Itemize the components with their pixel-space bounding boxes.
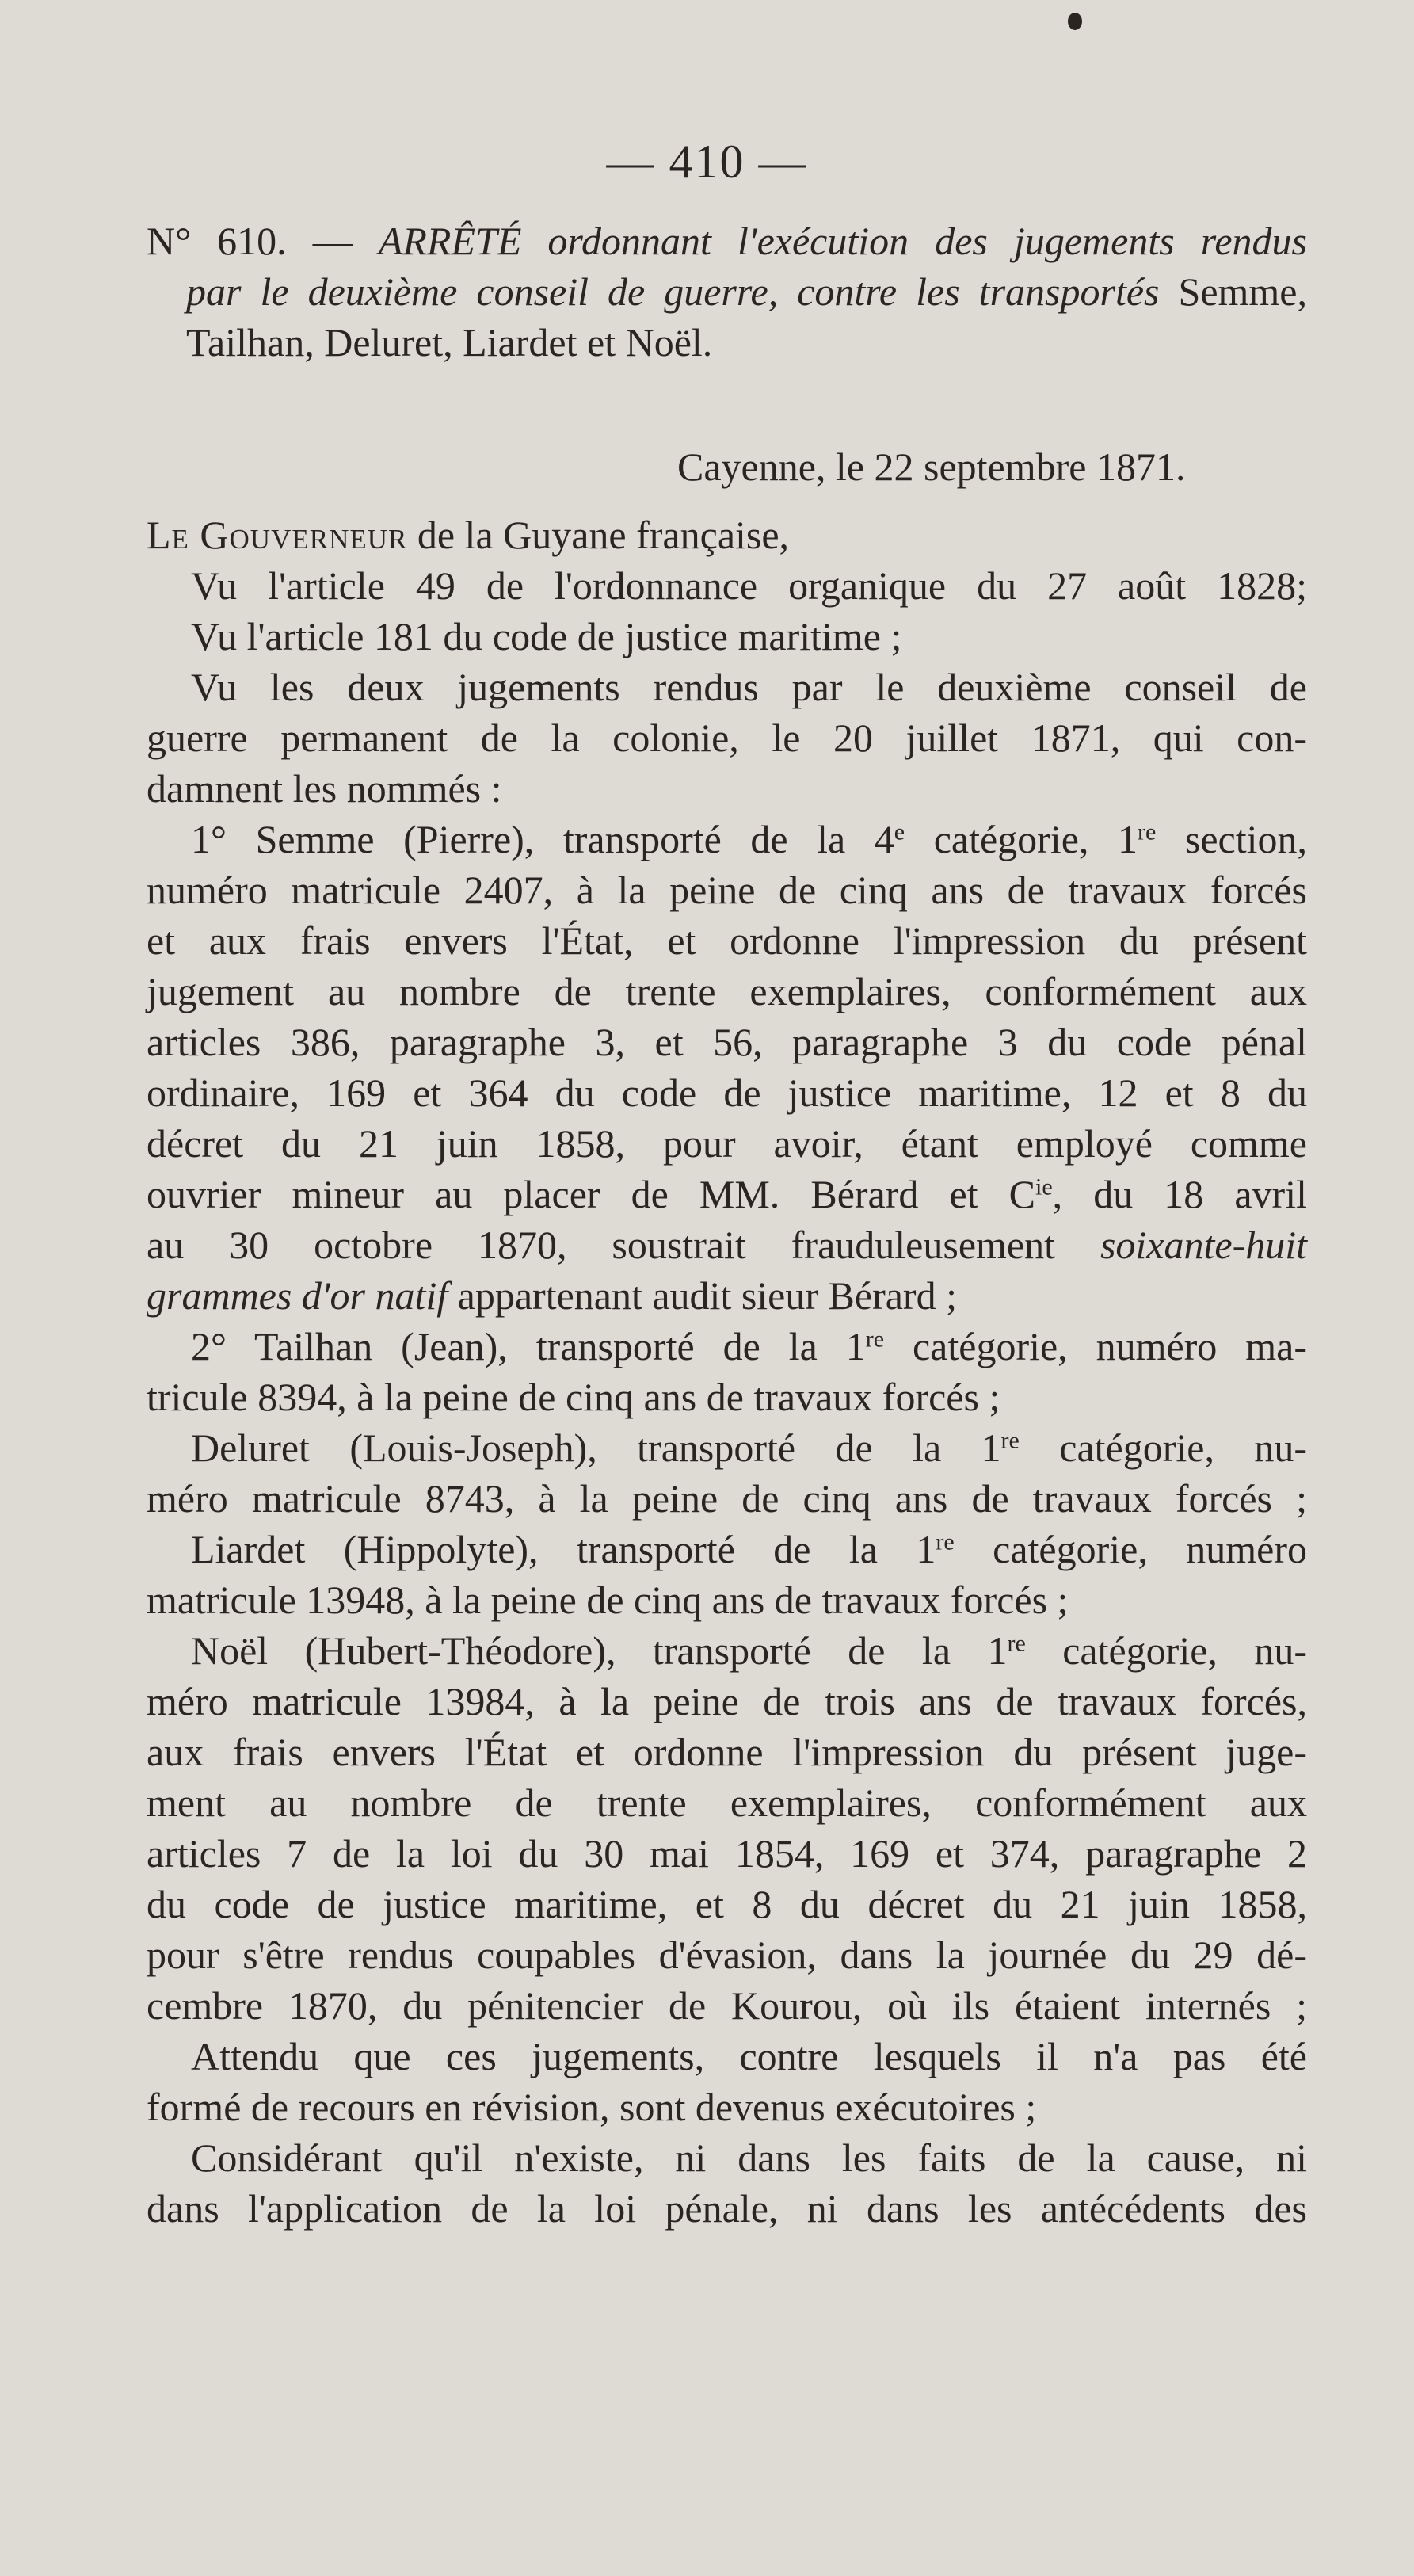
governor-line <box>147 509 1307 560</box>
body-line: numéro matricule 2407, à la peine de cinq ans de travaux forcés <box>147 868 1307 912</box>
page-number: — 410 — <box>606 135 808 188</box>
body-line: Deluret (Louis-Joseph), transporté de la 1re catégorie, nu- <box>191 1425 1307 1470</box>
governor-title: Le Gouverneur <box>147 513 408 557</box>
body-line: cembre 1870, du pénitencier de Kourou, où ils étaient internés ; <box>147 1983 1307 2028</box>
body-line: Vu les deux jugements rendus par le deuxième conseil de <box>191 665 1307 709</box>
decree-body <box>147 509 1307 2234</box>
body-line: grammes d'or natif appartenant audit sieur Bérard ; <box>147 1273 957 1318</box>
decree-names-2: Tailhan, Deluret, Liardet et Noël. <box>186 320 713 364</box>
body-line: damnent les nommés : <box>147 766 502 811</box>
body-line: Vu l'article 181 du code de justice maritime ; <box>191 614 902 658</box>
ink-spot <box>1068 13 1082 30</box>
body-line: Vu l'article 49 de l'ordonnance organique du 27 août 1828; <box>191 563 1307 608</box>
body-line: méro matricule 8743, à la peine de cinq ans de travaux forcés ; <box>147 1476 1307 1521</box>
body-line: articles 7 de la loi du 30 mai 1854, 169 et 374, paragraphe 2 <box>147 1831 1307 1876</box>
body-line: tricule 8394, à la peine de cinq ans de travaux forcés ; <box>147 1375 1000 1419</box>
body-line: au 30 octobre 1870, soustrait frauduleusement soixante-huit <box>147 1223 1307 1267</box>
body-line: méro matricule 13984, à la peine de trois ans de travaux forcés, <box>147 1679 1307 1723</box>
place-date: Cayenne, le 22 septembre 1871. <box>677 445 1186 489</box>
body-line: articles 386, paragraphe 3, et 56, paragraphe 3 du code pénal <box>147 1020 1307 1064</box>
body-line: et aux frais envers l'État, et ordonne l'impression du présent <box>147 918 1307 963</box>
decree-names-1: Semme, <box>1178 269 1307 314</box>
body-line: décret du 21 juin 1858, pour avoir, étant employé comme <box>147 1121 1307 1166</box>
decree-heading <box>147 216 1307 368</box>
body-line: ordinaire, 169 et 364 du code de justice maritime, 12 et 8 du <box>147 1070 1307 1115</box>
decree-title-2: par le deuxième conseil de guerre, contre les transportés <box>186 269 1160 314</box>
body-line: aux frais envers l'État et ordonne l'impression du présent juge- <box>147 1730 1307 1774</box>
body-line: jugement au nombre de trente exemplaires, conformément aux <box>147 969 1307 1013</box>
body-line: formé de recours en révision, sont devenus exécutoires ; <box>147 2085 1037 2129</box>
heading-line-1 <box>147 216 1307 266</box>
body-line: ment au nombre de trente exemplaires, conformément aux <box>147 1780 1307 1825</box>
body-line: pour s'être rendus coupables d'évasion, dans la journée du 29 dé- <box>147 1933 1307 1977</box>
body-line: guerre permanent de la colonie, le 20 juillet 1871, qui con- <box>147 716 1307 760</box>
decree-title-1: ARRÊTÉ ordonnant l'exécution des jugements rendus <box>378 219 1308 263</box>
heading-line-3 <box>147 317 1307 368</box>
body-line: ouvrier mineur au placer de MM. Bérard et $C^{ie}$, du 18 avril <box>147 1172 1307 1216</box>
body-line: Noël (Hubert-Théodore), transporté de la 1re catégorie, nu- <box>191 1628 1307 1673</box>
body-line: dans l'application de la loi pénale, ni dans les antécédents des <box>147 2186 1307 2231</box>
body-line: Liardet (Hippolyte), transporté de la 1re catégorie, numéro <box>191 1527 1308 1571</box>
body-line: 1° Semme (Pierre), transporté de la 4e catégorie, 1re section, <box>191 817 1307 861</box>
body-line: du code de justice maritime, et 8 du décret du 21 juin 1858, <box>147 1882 1307 1926</box>
heading-line-2 <box>147 266 1307 317</box>
body-line: matricule 13948, à la peine de cinq ans de travaux forcés ; <box>147 1578 1069 1622</box>
decree-number: N° 610. — <box>147 219 353 263</box>
body-line: 2° Tailhan (Jean), transporté de la 1re catégorie, numéro ma- <box>191 1324 1307 1368</box>
governor-rest: de la Guyane française, <box>417 513 790 557</box>
body-line: Considérant qu'il n'existe, ni dans les faits de la cause, ni <box>191 2135 1307 2180</box>
body-line: Attendu que ces jugements, contre lesquels il n'a pas été <box>191 2034 1307 2078</box>
